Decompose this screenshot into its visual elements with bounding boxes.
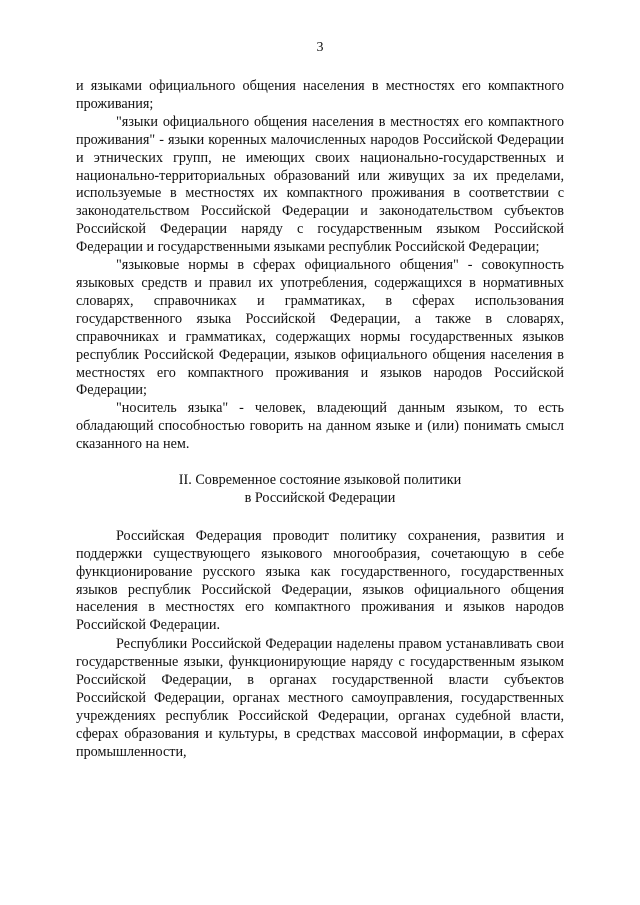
- document-body: [76, 78, 564, 762]
- page-number: 3: [316, 40, 324, 55]
- paragraph-continuation: и языками официального общения населения в местностях его компактного проживания;: [76, 78, 564, 112]
- section-heading-line-1: II. Современное состояние языковой политики: [178, 472, 462, 489]
- section-heading-line-2: в Российской Федерации: [244, 489, 396, 506]
- paragraph-language-policy: Российская Федерация проводит политику сохранения, развития и поддержки существующего языкового многообразия, сочетающую в себе функционирование русского языка как государственного, государственных языков республик Российской Федерации, языков официального общения населения в местностях его компактного проживания и языков народов Российской Федерации.: [76, 527, 564, 634]
- section-heading: [76, 472, 564, 508]
- paragraph-republic-languages: Республики Российской Федерации наделены правом устанавливать свои государственные языки, функционирующие наряду с государственным языком Российской Федерации, в органах государственной власти субъектов Российской Федерации, органах местного самоуправления, государственных учреждениях республик Российской Федерации, органах судебной власти, сферах образования и культуры, в средствах массовой информации, в сферах промышленности,: [76, 636, 564, 760]
- paragraph-definition-official-languages: "языки официального общения населения в местностях его компактного проживания" - языки коренных малочисленных народов Российской Федерации и этнических групп, не имеющих своих национально-государственных и национально-территориальных образований или живущих за их пределами, используемые в местностях их компактного проживания в соответствии с законодательством Российской Федерации и законодательством субъектов Российской Федерации наряду с государственным языком Российской Федерации и государственными языками республик Российской Федерации;: [76, 113, 564, 256]
- paragraph-definition-native-speaker: "носитель языка" - человек, владеющий данным языком, то есть обладающий способностью говорить на данном языке и (или) понимать смысл сказанного на нем.: [76, 400, 564, 453]
- paragraph-definition-language-norms: "языковые нормы в сферах официального общения" - совокупность языковых средств и правил их употребления, содержащихся в нормативных словарях, справочниках и грамматиках, в сферах использования государственного языка Российской Федерации, а также в словарях, справочниках и грамматиках, содержащих нормы государственных языков республик Российской Федерации, языков официального общения населения в местностях его компактного проживания и языков народов Российской Федерации;: [76, 257, 564, 399]
